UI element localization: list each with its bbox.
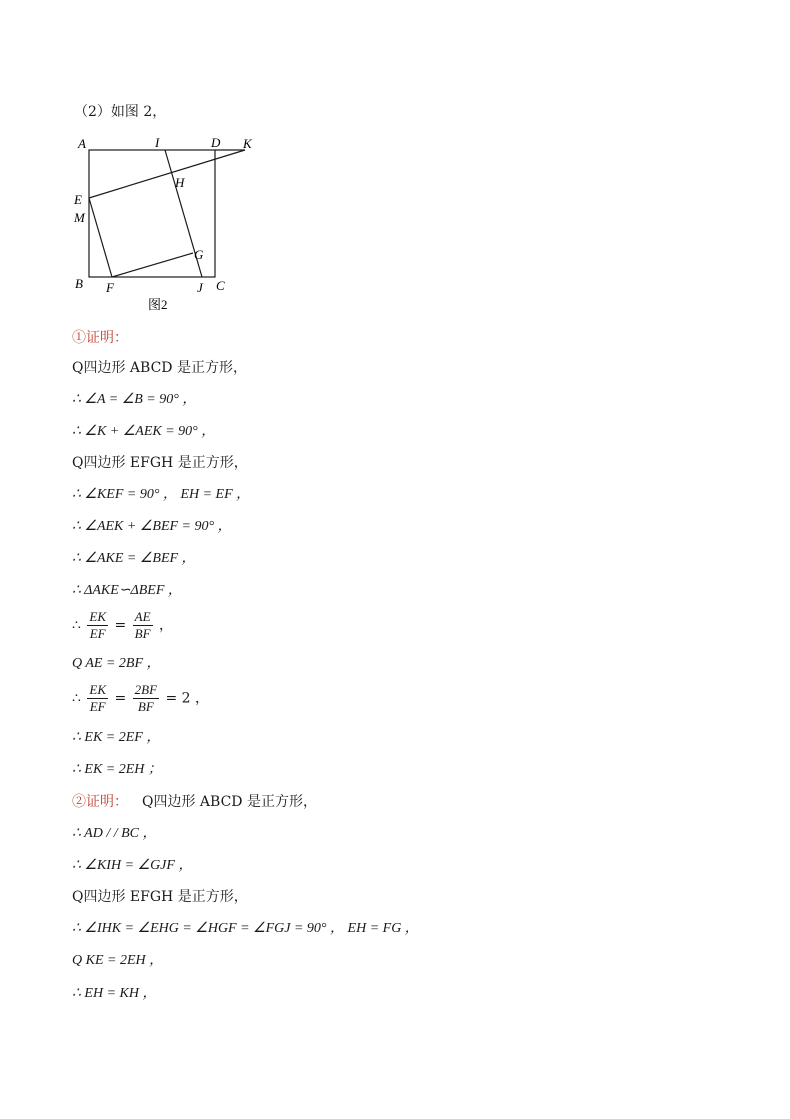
- label-i: I: [155, 135, 160, 150]
- label-k: K: [243, 136, 252, 151]
- proof1-line: Q AE = 2BF ，: [72, 656, 161, 671]
- label-b: B: [75, 276, 83, 291]
- line-ef: [89, 198, 112, 277]
- label-g: G: [194, 247, 204, 262]
- proof1-line: ∴ ΔAKE∽ΔBEF ，: [72, 583, 182, 598]
- proof1-line: ∴ EK = 2EH ；: [72, 762, 162, 777]
- proof1-fraction-line: ∴ $\frac{EK}{EF}$ = $\frac{AE}{BF}$ ，: [72, 609, 173, 641]
- problem-heading: （2）如图 2，: [74, 104, 167, 120]
- fraction-ek-ef: $\frac{EK}{EF}$: [89, 609, 106, 641]
- proof1-line: ∴ ∠AKE = ∠BEF ，: [72, 551, 196, 566]
- proof2-line: ∴ ∠KIH = ∠GJF ，: [72, 858, 193, 873]
- label-j: J: [197, 280, 203, 295]
- proof1-line: ∴ EK = 2EF ，: [72, 730, 161, 745]
- proof1-line: ∴ ∠K + ∠AEK = 90° ，: [72, 424, 216, 439]
- line-fg: [112, 253, 193, 277]
- proof1-line: ∴ ∠A = ∠B = 90° ，: [72, 392, 197, 407]
- geometry-figure: [0, 0, 790, 320]
- fraction-ek-ef: $\frac{EK}{EF}$: [89, 682, 106, 714]
- proof1-title: ①证明：: [72, 330, 128, 346]
- proof2-line: Q KE = 2EH ，: [72, 953, 164, 968]
- label-f: F: [106, 280, 114, 295]
- therefore-symbol: ∴: [72, 690, 81, 707]
- proof1-line: ∴ ∠AEK + ∠BEF = 90° ，: [72, 519, 232, 534]
- label-a: A: [78, 136, 86, 151]
- label-d: D: [211, 135, 221, 150]
- proof1-line: Q四边形 ABCD 是正方形，: [72, 360, 247, 376]
- label-c: C: [216, 278, 225, 293]
- fraction-2bf-bf: $\frac{2BF}{BF}$: [134, 682, 158, 714]
- proof1-line: ∴ ∠KEF = 90° ， EH = EF ，: [72, 487, 251, 502]
- proof1-fraction-line: ∴ $\frac{EK}{EF}$ = $\frac{2BF}{BF}$ = 2 ，: [72, 682, 210, 714]
- proof2-line: ∴ EH = KH ，: [72, 986, 157, 1001]
- label-m: M: [74, 210, 85, 225]
- label-e: E: [74, 192, 82, 207]
- figure-caption: 图2: [148, 297, 168, 312]
- proof2-title: ②证明：: [72, 794, 128, 810]
- therefore-symbol: ∴: [72, 617, 81, 634]
- proof1-line: Q四边形 EFGH 是正方形，: [72, 455, 248, 471]
- fraction-ae-bf: $\frac{AE}{BF}$: [134, 609, 151, 641]
- proof2-line: Q四边形 EFGH 是正方形，: [72, 889, 248, 905]
- label-h: H: [175, 175, 185, 190]
- proof2-line: ∴ AD / / BC ，: [72, 826, 157, 841]
- proof2-line: Q四边形 ABCD 是正方形，: [142, 794, 317, 810]
- proof2-line: ∴ ∠IHK = ∠EHG = ∠HGF = ∠FGJ = 90° ， EH = FG ，: [72, 921, 419, 936]
